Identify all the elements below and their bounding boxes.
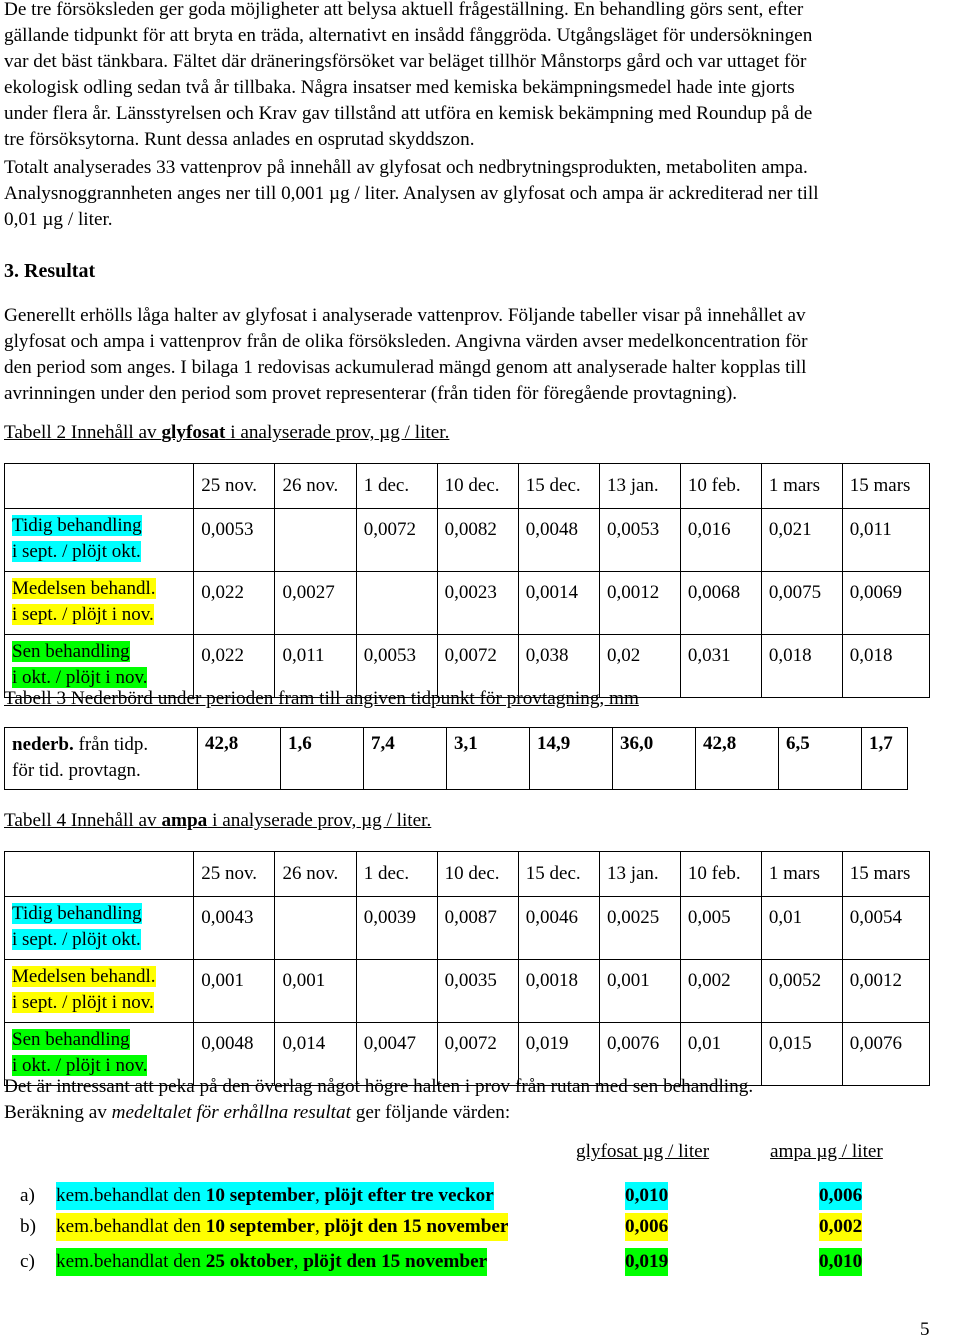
value-cell: 42,8	[198, 728, 281, 790]
value-cell	[356, 960, 437, 1023]
date-header-cell: 26 nov.	[275, 464, 356, 509]
value-cell: 0,0076	[599, 1023, 680, 1086]
value-cell: 0,019	[518, 1023, 599, 1086]
value-cell: 0,02	[599, 635, 680, 698]
ampa-mean-value: 0,002	[819, 1213, 862, 1241]
value-cell: 0,018	[761, 635, 842, 698]
text-line: De tre försöksleden ger goda möjligheter att belysa aktuell frågeställning. En behandling görs sent, efter	[4, 0, 804, 20]
desc-text: ,	[314, 1216, 325, 1237]
value-cell: 0,0014	[518, 572, 599, 635]
results-paragraph	[4, 303, 930, 407]
page-number: 5	[920, 1319, 930, 1340]
row-letter: a)	[20, 1185, 35, 1206]
value-cell: 0,001	[599, 960, 680, 1023]
value-cell: 0,0053	[599, 509, 680, 572]
value-cell: 0,022	[194, 635, 275, 698]
value-cell: 1,7	[862, 728, 908, 790]
value-cell: 0,0039	[356, 897, 437, 960]
row-label-treatment: Sen behandling	[12, 641, 130, 662]
text-line: glyfosat och ampa i vattenprov från de olika försöksleden. Angivna värden avser medelkoncentration för	[4, 331, 808, 352]
date-header-cell: 1 dec.	[356, 464, 437, 509]
table-header-row	[5, 464, 930, 509]
value-cell: 0,0052	[761, 960, 842, 1023]
value-cell: 0,01	[680, 1023, 761, 1086]
row-label-plowing: i sept. / plöjt i nov.	[12, 992, 154, 1013]
value-cell: 0,0012	[599, 572, 680, 635]
precipitation-table	[4, 727, 908, 790]
value-cell: 0,0072	[437, 635, 518, 698]
desc-plowing: plöjt den 15 november	[303, 1251, 488, 1272]
summary-row	[4, 1248, 930, 1276]
header-empty-cell	[5, 852, 194, 897]
date-header-cell: 10 feb.	[680, 464, 761, 509]
value-cell: 0,0053	[356, 635, 437, 698]
value-cell: 0,0048	[194, 1023, 275, 1086]
value-cell: 0,016	[680, 509, 761, 572]
desc-date: 25 oktober	[205, 1251, 294, 1272]
header-empty-cell	[5, 464, 194, 509]
row-label-treatment: Medelsen behandl.	[12, 578, 156, 599]
date-header-cell: 13 jan.	[599, 464, 680, 509]
desc-text: kem.behandlat den	[56, 1251, 206, 1272]
value-cell: 0,002	[680, 960, 761, 1023]
table-row	[5, 509, 930, 572]
summary-column-ampa: ampa µg / liter	[770, 1141, 883, 1162]
glyfosat-table	[4, 463, 930, 698]
text-line: under flera år. Länsstyrelsen och Krav gav tillstånd att utföra en kemisk bekämpning med Roundup på de	[4, 103, 813, 124]
desc-text: kem.behandlat den	[56, 1185, 206, 1206]
desc-date: 10 september	[205, 1216, 315, 1237]
value-cell	[275, 509, 356, 572]
date-header-cell: 15 dec.	[518, 852, 599, 897]
value-cell: 0,01	[761, 897, 842, 960]
value-cell: 6,5	[779, 728, 862, 790]
treatment-description	[56, 1248, 487, 1276]
date-header-cell: 13 jan.	[599, 852, 680, 897]
row-label-treatment: Tidig behandling	[12, 903, 142, 924]
value-cell: 0,014	[275, 1023, 356, 1086]
label-text: från tidp.	[73, 734, 149, 755]
value-cell: 1,6	[281, 728, 364, 790]
row-label-treatment: Tidig behandling	[12, 515, 142, 536]
value-cell: 7,4	[364, 728, 447, 790]
conclusion-paragraph	[4, 1074, 930, 1126]
value-cell: 0,0027	[275, 572, 356, 635]
treatment-description	[56, 1182, 494, 1210]
value-cell: 0,0087	[437, 897, 518, 960]
glyfosat-mean-value: 0,010	[625, 1182, 668, 1210]
desc-plowing: plöjt den 15 november	[324, 1216, 509, 1237]
ampa-mean-value: 0,006	[819, 1182, 862, 1210]
summary-column-glyfosat: glyfosat µg / liter	[576, 1141, 710, 1162]
text-line: den period som anges. I bilaga 1 redovisas ackumulerad mängd genom att analyserade halter kopplas till	[4, 357, 807, 378]
text-line: ekologisk odling sedan två år tillbaka. Några insatser med kemiska bekämpningsmedel hade inte gjorts	[4, 77, 795, 98]
date-header-cell: 15 mars	[842, 464, 929, 509]
table2-caption: Tabell 2 Innehåll av glyfosat i analyserade prov, µg / liter.	[4, 422, 450, 443]
text-line: Generellt erhölls låga halter av glyfosat i analyserade vattenprov. Följande tabeller visar på innehållet av	[4, 305, 806, 326]
text-line: tre försöksytorna. Runt dessa anlades en osprutad skyddszon.	[4, 129, 475, 150]
text-line: gällande tidpunkt för att bryta en träda, alternativt en insådd fånggröda. Utgångsläget för undersökningen	[4, 25, 813, 46]
ampa-table	[4, 851, 930, 1086]
date-header-cell: 1 dec.	[356, 852, 437, 897]
value-cell: 0,0054	[842, 897, 929, 960]
date-header-cell: 15 dec.	[518, 464, 599, 509]
intro-paragraph-1	[4, 0, 930, 153]
row-letter: b)	[20, 1216, 36, 1237]
value-cell: 0,0072	[437, 1023, 518, 1086]
date-header-cell: 10 dec.	[437, 852, 518, 897]
value-cell: 42,8	[696, 728, 779, 790]
value-cell: 0,0023	[437, 572, 518, 635]
date-header-cell: 10 feb.	[680, 852, 761, 897]
row-label-plowing: i sept. / plöjt okt.	[12, 541, 141, 562]
value-cell: 0,001	[194, 960, 275, 1023]
value-cell: 0,0012	[842, 960, 929, 1023]
value-cell: 0,0082	[437, 509, 518, 572]
value-cell: 0,001	[275, 960, 356, 1023]
value-cell: 0,0069	[842, 572, 929, 635]
glyfosat-mean-value: 0,006	[625, 1213, 668, 1241]
treatment-description	[56, 1213, 508, 1241]
row-label-treatment: Medelsen behandl.	[12, 966, 156, 987]
text-line: Beräkning av medeltalet för erhållna resultat ger följande värden:	[4, 1102, 511, 1123]
value-cell: 0,021	[761, 509, 842, 572]
date-header-cell: 1 mars	[761, 852, 842, 897]
value-cell: 0,011	[275, 635, 356, 698]
value-cell: 0,0076	[842, 1023, 929, 1086]
value-cell: 36,0	[613, 728, 696, 790]
intro-paragraph-2	[4, 155, 930, 233]
summary-row	[4, 1213, 930, 1241]
value-cell	[275, 897, 356, 960]
table4-caption: Tabell 4 Innehåll av ampa i analyserade prov, µg / liter.	[4, 810, 432, 831]
text-line: Det är intressant att peka på den överlag något högre halten i prov från rutan med sen behandling.	[4, 1076, 754, 1097]
value-cell: 0,0025	[599, 897, 680, 960]
date-header-cell: 15 mars	[842, 852, 929, 897]
table-row	[5, 728, 908, 790]
value-cell: 0,0046	[518, 897, 599, 960]
value-cell: 0,0047	[356, 1023, 437, 1086]
table-row	[5, 960, 930, 1023]
text-line: var det bäst tänkbara. Fältet där dräneringsförsöket var beläget tillhör Månstorps gård och var uttaget för	[4, 51, 807, 72]
value-cell: 0,005	[680, 897, 761, 960]
value-cell: 0,0048	[518, 509, 599, 572]
row-label-plowing: i okt. / plöjt i nov.	[12, 1055, 148, 1076]
label-text: för tid. provtagn.	[12, 760, 141, 781]
value-cell: 0,031	[680, 635, 761, 698]
date-header-cell: 25 nov.	[194, 852, 275, 897]
summary-row	[4, 1182, 930, 1210]
value-cell: 0,0075	[761, 572, 842, 635]
row-label-cell	[5, 572, 194, 635]
table-header-row	[5, 852, 930, 897]
value-cell: 0,015	[761, 1023, 842, 1086]
desc-text: ,	[293, 1251, 304, 1272]
row-label-plowing: i sept. / plöjt i nov.	[12, 604, 154, 625]
table3-caption: Tabell 3 Nederbörd under perioden fram till angiven tidpunkt för provtagning, mm	[4, 688, 639, 709]
value-cell: 0,0053	[194, 509, 275, 572]
row-label-treatment: Sen behandling	[12, 1029, 130, 1050]
value-cell: 0,0018	[518, 960, 599, 1023]
table-row	[5, 897, 930, 960]
value-cell	[356, 572, 437, 635]
row-label-cell	[5, 728, 198, 790]
date-header-cell: 25 nov.	[194, 464, 275, 509]
desc-plowing: plöjt efter tre veckor	[324, 1185, 494, 1206]
value-cell: 0,0068	[680, 572, 761, 635]
ampa-mean-value: 0,010	[819, 1248, 862, 1276]
text-line: Totalt analyserades 33 vattenprov på innehåll av glyfosat och nedbrytningsprodukten, metaboliten ampa.	[4, 157, 808, 178]
value-cell: 0,011	[842, 509, 929, 572]
row-label-plowing: i okt. / plöjt i nov.	[12, 667, 148, 688]
row-letter: c)	[20, 1251, 35, 1272]
date-header-cell: 26 nov.	[275, 852, 356, 897]
value-cell: 0,0043	[194, 897, 275, 960]
date-header-cell: 1 mars	[761, 464, 842, 509]
value-cell: 3,1	[447, 728, 530, 790]
value-cell: 0,018	[842, 635, 929, 698]
value-cell: 0,0072	[356, 509, 437, 572]
row-label-cell	[5, 509, 194, 572]
text-line: Analysnoggrannheten anges ner till 0,001 µg / liter. Analysen av glyfosat och ampa är ackrediterad ner till	[4, 183, 819, 204]
glyfosat-mean-value: 0,019	[625, 1248, 668, 1276]
table-row	[5, 572, 930, 635]
date-header-cell: 10 dec.	[437, 464, 518, 509]
desc-date: 10 september	[205, 1185, 315, 1206]
label-bold: nederb.	[12, 734, 74, 755]
value-cell: 0,038	[518, 635, 599, 698]
text-line: avrinningen under den period som provet representerar (från tiden för föregående provtagning).	[4, 383, 738, 404]
section-heading: 3. Resultat	[4, 260, 96, 282]
row-label-cell	[5, 960, 194, 1023]
row-label-cell	[5, 897, 194, 960]
text-line: 0,01 µg / liter.	[4, 209, 113, 230]
row-label-plowing: i sept. / plöjt okt.	[12, 929, 141, 950]
desc-text: ,	[314, 1185, 325, 1206]
value-cell: 0,0035	[437, 960, 518, 1023]
value-cell: 0,022	[194, 572, 275, 635]
desc-text: kem.behandlat den	[56, 1216, 206, 1237]
value-cell: 14,9	[530, 728, 613, 790]
